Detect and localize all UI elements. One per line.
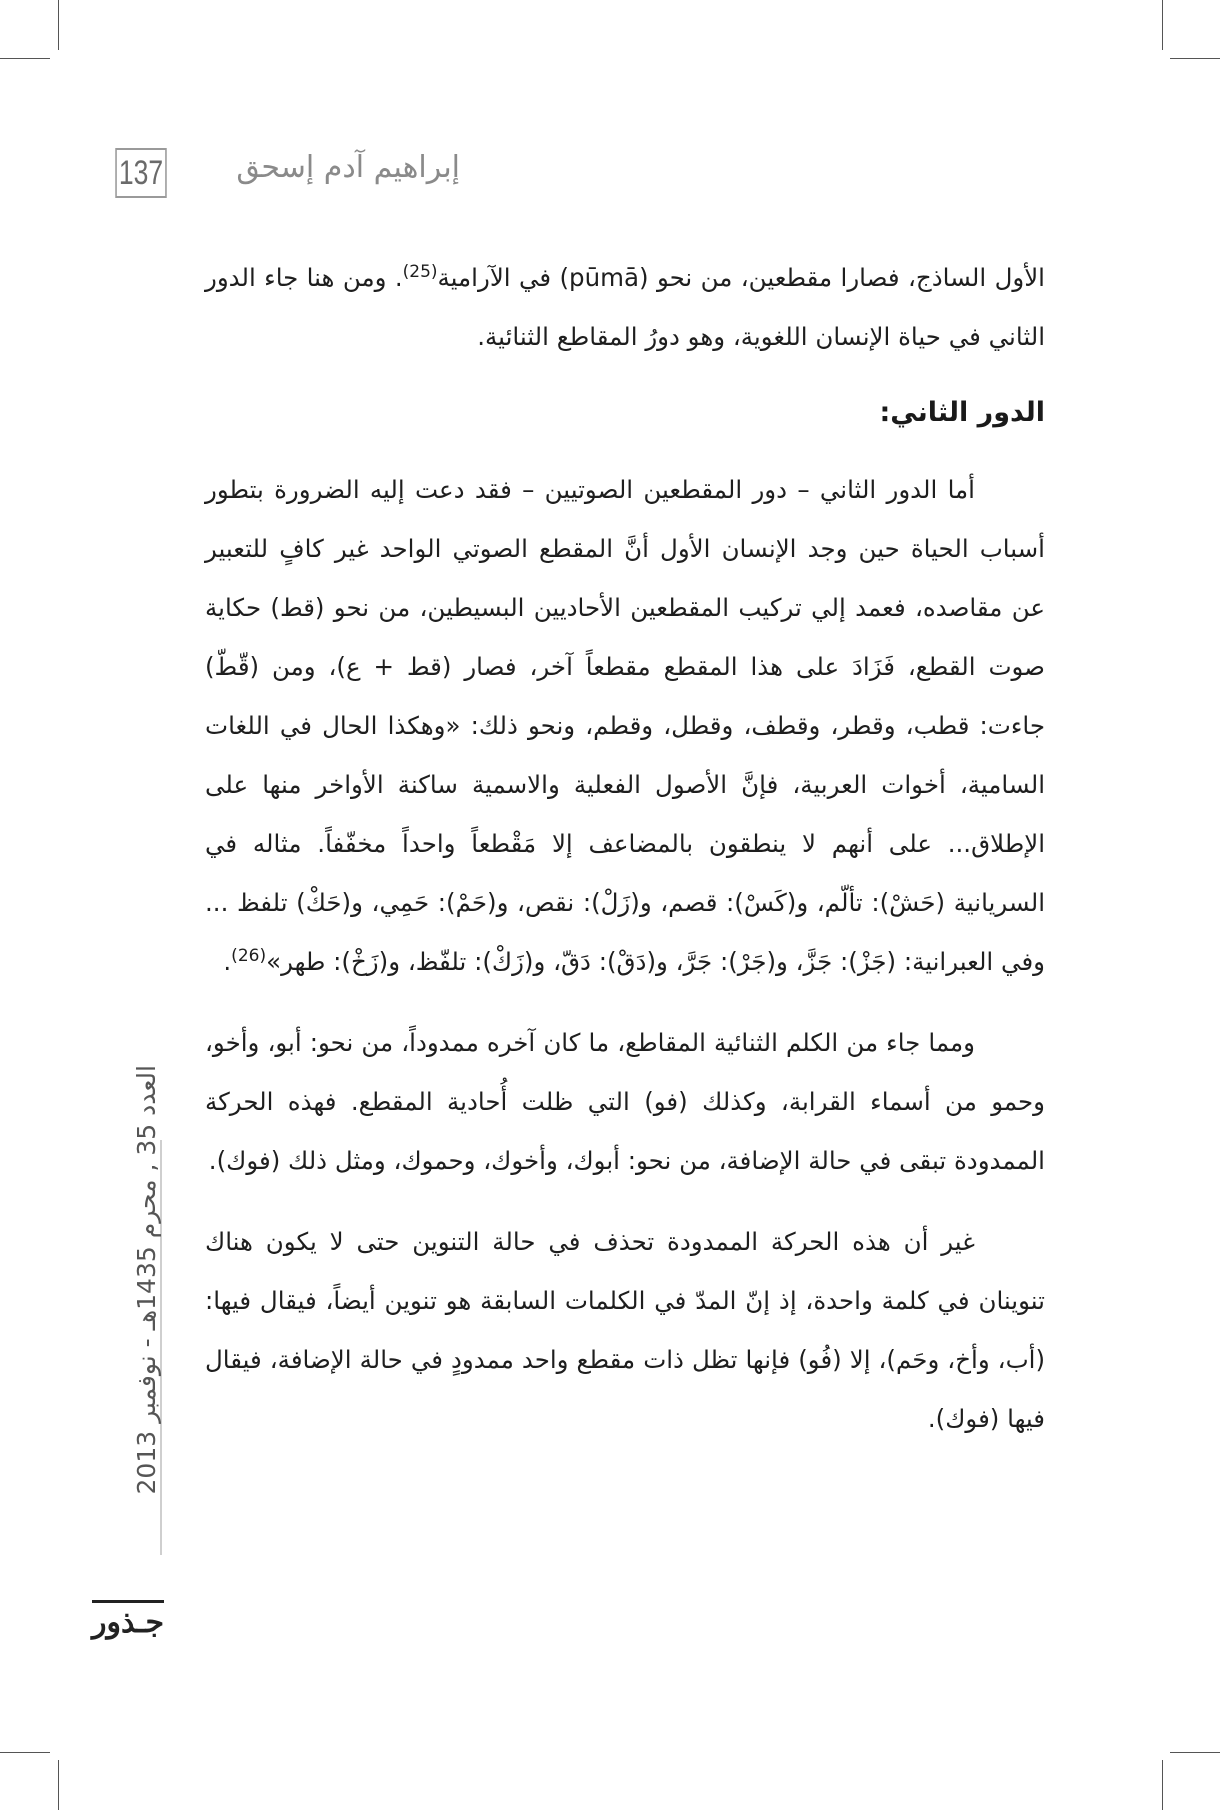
- issue-info: العدد 35 , محرم 1435هـ - نوفمبر 2013: [132, 1065, 161, 1495]
- paragraph: [205, 460, 1045, 991]
- crop-mark: [0, 1752, 50, 1753]
- footnote-ref: (25): [402, 261, 438, 282]
- crop-mark: [1170, 1752, 1220, 1753]
- paragraph-text: .: [223, 947, 232, 976]
- paragraph-gap: [205, 991, 1045, 1013]
- page-number: 137: [115, 148, 166, 198]
- crop-mark: [58, 1760, 59, 1810]
- paragraph-gap: [205, 1190, 1045, 1212]
- journal-logo: جـذور: [92, 1600, 164, 1640]
- paragraph-text: . ومن هنا جاء الدور الثاني في حياة الإنسان اللغوية، وهو دورُ المقاطع الثنائية.: [205, 263, 1045, 351]
- running-head-author: إبراهيم آدم إسحق: [236, 150, 460, 185]
- paragraph: غير أن هذه الحركة الممدودة تحذف في حالة التنوين حتى لا يكون هناك تنوينان في كلمة واحدة، إذ إنّ المدّ في الكلمات السابقة هو تنوين أيضاً، فيقال فيها: (أب، وأخ، وحَم)، إلا (فُو) فإنها تظل ذات مقطع واحد ممدودٍ في حالة الإضافة، فيقال فيها (فوك).: [205, 1227, 1045, 1433]
- crop-mark: [1162, 0, 1163, 50]
- crop-mark: [58, 0, 59, 50]
- paragraph: ومما جاء من الكلم الثنائية المقاطع، ما كان آخره ممدوداً، من نحو: أبو، وأخو، وحمو من أسماء القرابة، وكذلك (فو) التي ظلت أُحادية المقطع. فهذه الحركة الممدودة تبقى في حالة الإضافة، من نحو: أبوك، وأخوك، وحموك، ومثل ذلك (فوك).: [205, 1028, 1045, 1175]
- crop-mark: [1162, 1760, 1163, 1810]
- paragraph: [205, 248, 1045, 366]
- footnote-ref: (26): [231, 945, 267, 966]
- section-heading: الدور الثاني:: [879, 397, 1045, 428]
- paragraph-text: الأول الساذج، فصارا مقطعين، من نحو (pūmā) في الآرامية: [437, 263, 1045, 292]
- crop-mark: [1170, 58, 1220, 59]
- crop-mark: [0, 58, 50, 59]
- paragraph-text: أما الدور الثاني – دور المقطعين الصوتيين – فقد دعت إليه الضرورة بتطور أسباب الحياة حين وجد الإنسان الأول أنَّ المقطع الصوتي الواحد غير كافٍ للتعبير عن مقاصده، فعمد إلي تركيب المقطعين الأحاديين البسيطين، من نحو (قط) حكاية صوت القطع، فَزَادَ على هذا المقطع مقطعاً آخر، فصار (قط + ع)، ومن (قّطّ) جاءت: قطب، وقطر، وقطف، وقطل، وقطم، ونحو ذلك: «وهكذا الحال في اللغات السامية، أخوات العربية، فإنَّ الأصول الفعلية والاسمية ساكنة الأواخر منها على الإطلاق... على أنهم لا ينطقون بالمضاعف إلا مَقْطعاً واحداً مخفّفاً. مثاله في السريانية (حَشْ): تألّم، و(كَسْ): قصم، و(زَلْ): نقص، و(حَمْ): حَمِي، و(حَكْ) تلفظ ... وفي العبرانية: (جَزْ): جَزَّ، و(جَرْ): جَرَّ، و(دَقْ): دَقّ، و(زَكْ): تلفّظ، و(زَخْ): طهر»: [205, 475, 1045, 976]
- article-body: [205, 248, 1045, 1448]
